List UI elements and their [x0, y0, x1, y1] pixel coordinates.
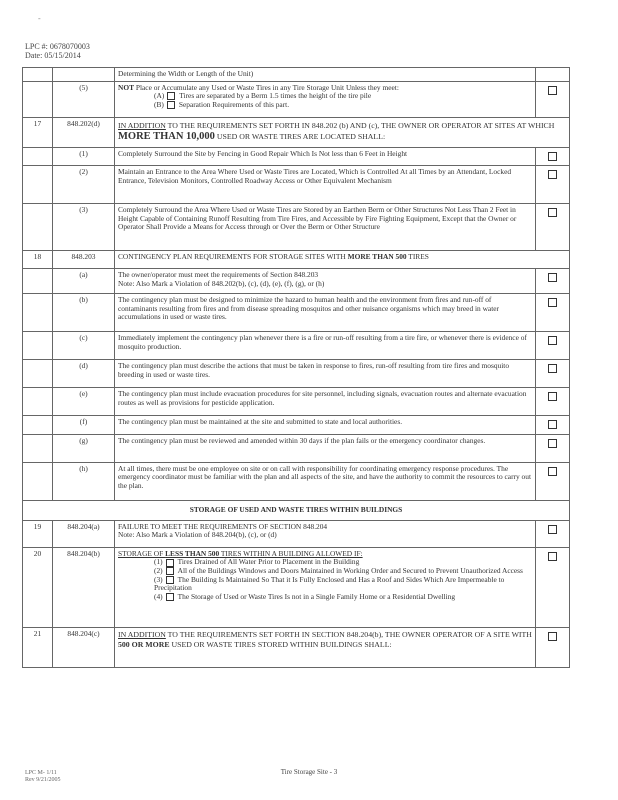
table-row: (b) The contingency plan must be designed to minimize the hazard to human health and the environment from fires and run-off of contaminants resulting from fires and from disease spreading mosquitos and other nuisance organisms which may breed in water accumulations in used or waste tires. [23, 294, 570, 332]
violation-checkbox[interactable] [548, 632, 557, 641]
item-number: (5) [53, 81, 115, 117]
table-row: 18 848.203 CONTINGENCY PLAN REQUIREMENTS FOR STORAGE SITES WITH MORE THAN 500 TIRES [23, 251, 570, 269]
violation-checkbox[interactable] [548, 273, 557, 282]
table-row: 17 848.202(d) IN ADDITION TO THE REQUIREMENTS SET FORTH IN 848.202 (b) AND (c), THE OWNER OR OPERATOR AT SITES AT WHICH MORE THAN 10,000 USED OR WASTE TIRES ARE LOCATED SHALL: [23, 117, 570, 147]
sub-item: (A) Tires are separated by a Berm 1.5 times the height of the tire pile [154, 91, 372, 101]
checkbox[interactable] [167, 92, 175, 100]
violation-checkbox[interactable] [548, 152, 557, 161]
table-row: (d) The contingency plan must describe the actions that must be taken in response to fires, run-off resulting from tire fires and mosquito breeding in used or waste tires. [23, 360, 570, 388]
violation-checkbox[interactable] [548, 86, 557, 95]
section-heading: STORAGE OF USED AND WASTE TIRES WITHIN BUILDINGS [23, 500, 570, 520]
table-row: (1) Completely Surround the Site by Fencing in Good Repair Which Is Not less than 6 Feet in Height [23, 147, 570, 166]
document-header [25, 42, 90, 60]
table-row: (5) NOT Place or Accumulate any Used or Waste Tires in any Tire Storage Unit Unless they meet: (A) Tires are separated by a Berm 1.5 times the height of the tire pile (B) Separation Requirements of this part. [23, 81, 570, 117]
violation-checkbox[interactable] [548, 392, 557, 401]
table-row: (2) Maintain an Entrance to the Area Where Used or Waste Tires are Located, Which is Controlled At all Times by an Attendant, Locked Entrance, Television Monitors, Controlled Roadway Access or Other Equivalent Mechanism [23, 166, 570, 204]
violation-checkbox[interactable] [548, 467, 557, 476]
table-row: (3) Completely Surround the Area Where Used or Waste Tires are Stored by an Earthen Berm or Other Structures Not Less Than 2 Feet in Height Capable of Containing Runoff Resulting from Tire Fires, and Accessible by Fire Fighting Equipment, Except that the Owner or Operator Shall Provide a Means for Access through or Over the Berm or Other Structure [23, 204, 570, 251]
inspection-date: Date: 05/15/2014 [25, 51, 81, 60]
violation-checkbox[interactable] [548, 298, 557, 307]
table-row: (f) The contingency plan must be maintained at the site and submitted to state and local authorities. [23, 416, 570, 435]
table-row: (e) The contingency plan must include evacuation procedures for site personnel, including signals, evacuation routes and alternate evacuation routes as well as provisions for pesticide application. [23, 388, 570, 416]
table-row: (h) At all times, there must be one employee on site or on call with responsibility for coordinating emergency response procedures. The emergency coordinator must be familiar with the plan and all aspects of the site, and have the authority to commit the resources to carry out the plan. [23, 462, 570, 500]
sub-item: (B) Separation Requirements of this part. [154, 99, 290, 109]
row-text: Determining the Width or Length of the Unit) [115, 68, 536, 82]
table-row: 20 848.204(b) STORAGE OF LESS THAN 500 TIRES WITHIN A BUILDING ALLOWED IF: (1) Tires Drained of All Water Prior to Placement in the Building (2) All of the Buildings Windows and Doors Maintained in Working Order and Secured to Prevent Unauthorized Access (3) The Building Is Maintained So That it Is Fully Enclosed and Has a Roof and Sides Which Are Impermeable to Precipitation (4) The Storage of Used or Waste Tires Is not in a Single Family Home or a Residential Dwelling [23, 547, 570, 627]
sub-item: (2) All of the Buildings Windows and Doors Maintained in Working Order and Secured to Prevent Unauthorized Access [154, 565, 523, 575]
form-id: LPC M- 1/11 Rev 9/21/2005 [25, 770, 61, 783]
table-row [23, 500, 570, 520]
violation-checkbox[interactable] [548, 439, 557, 448]
checkbox[interactable] [167, 101, 175, 109]
violation-checkbox[interactable] [548, 208, 557, 217]
row-number: 17 [23, 117, 53, 147]
violation-checkbox[interactable] [548, 336, 557, 345]
section-ref: 848.202(d) [53, 117, 115, 147]
violation-checkbox[interactable] [548, 552, 557, 561]
sub-item: (3) The Building Is Maintained So That it Is Fully Enclosed and Has a Roof and Sides Which Are Impermeable to Precipitation [154, 574, 505, 593]
lpc-number: LPC #: 0678070003 [25, 42, 90, 51]
table-row [23, 68, 570, 82]
table-row: 21 848.204(c) IN ADDITION TO THE REQUIREMENTS SET FORTH IN SECTION 848.204(b), THE OWNER OPERATOR OF A SITE WITH 500 OR MORE USED OR WASTE TIRES STORED WITHIN BUILDINGS SHALL: [23, 627, 570, 667]
page-footer: Tire Storage Site - 3 [280, 768, 338, 776]
violation-checkbox[interactable] [548, 170, 557, 179]
sub-item: (4) The Storage of Used or Waste Tires Is not in a Single Family Home or a Residential Dwelling [154, 591, 456, 601]
violation-checkbox[interactable] [548, 420, 557, 429]
table-row: (g) The contingency plan must be reviewed and amended within 30 days if the plan fails or the emergency coordinator changes. [23, 434, 570, 462]
table-row: 19 848.204(a) FAILURE TO MEET THE REQUIREMENTS OF SECTION 848.204 Note: Also Mark a Violation of 848.204(b), (c), or (d) [23, 520, 570, 547]
violation-checkbox[interactable] [548, 364, 557, 373]
violation-checkbox[interactable] [548, 525, 557, 534]
checklist-table [22, 67, 570, 668]
scan-mark: - [38, 14, 41, 23]
checkbox[interactable] [166, 567, 174, 575]
table-row: (c) Immediately implement the contingency plan whenever there is a fire or run-off resulting from a tire fire, or whenever there is evidence of mosquito production. [23, 332, 570, 360]
sub-item: (1) Tires Drained of All Water Prior to Placement in the Building [154, 557, 360, 567]
checkbox[interactable] [166, 559, 174, 567]
table-row: (a) The owner/operator must meet the requirements of Section 848.203 Note: Also Mark a Violation of 848.202(b), (c), (d), (e), (f), (g), or (h) [23, 269, 570, 294]
checkbox[interactable] [166, 593, 174, 601]
